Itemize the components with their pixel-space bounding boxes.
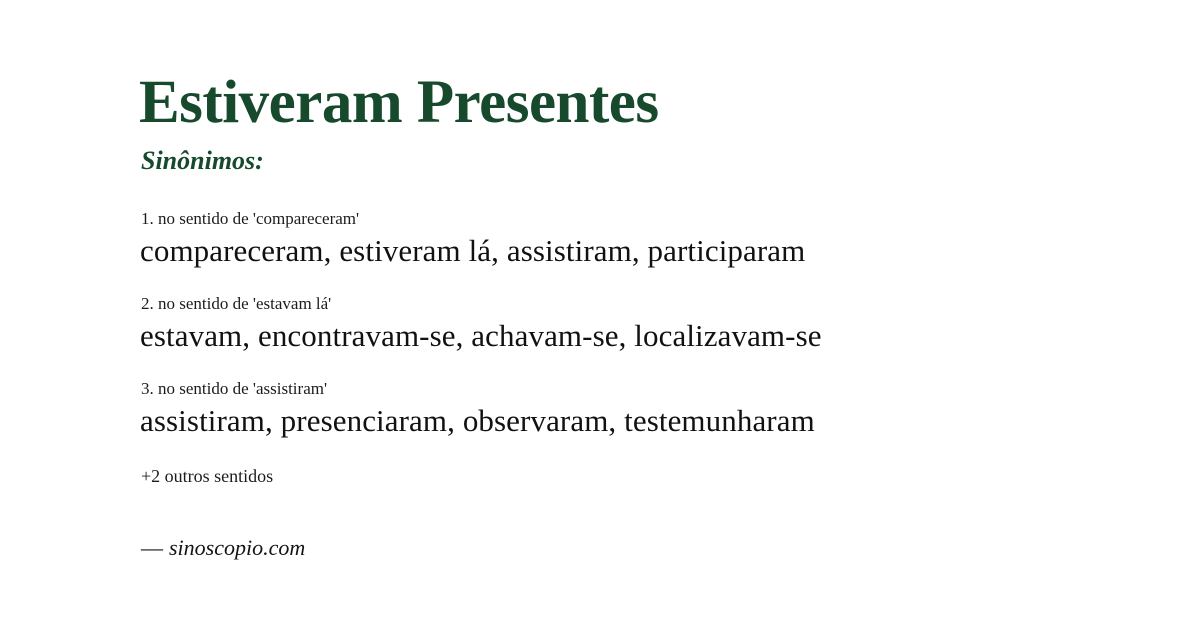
page-subtitle: Sinônimos: <box>141 145 264 175</box>
source-attribution <box>141 535 1100 561</box>
sense-item <box>139 293 1100 356</box>
sense-synonyms: estavam, encontravam-se, achavam-se, localizavam-se <box>140 317 822 353</box>
sense-label: 2. no sentido de 'estavam lá' <box>141 293 332 313</box>
sense-label: 1. no sentido de 'compareceram' <box>141 208 360 228</box>
more-senses-note: +2 outros sentidos <box>141 466 274 487</box>
sense-item <box>139 208 1100 271</box>
em-dash: — <box>141 535 163 561</box>
sense-item <box>139 378 1100 441</box>
sense-list <box>139 208 1100 441</box>
sense-synonyms: compareceram, estiveram lá, assistiram, participaram <box>140 232 806 268</box>
page-title: Estiveram Presentes <box>139 69 659 136</box>
source-name: sinoscopio.com <box>169 535 306 561</box>
sense-synonyms: assistiram, presenciaram, observaram, testemunharam <box>140 402 815 438</box>
sense-label: 3. no sentido de 'assistiram' <box>141 378 328 398</box>
